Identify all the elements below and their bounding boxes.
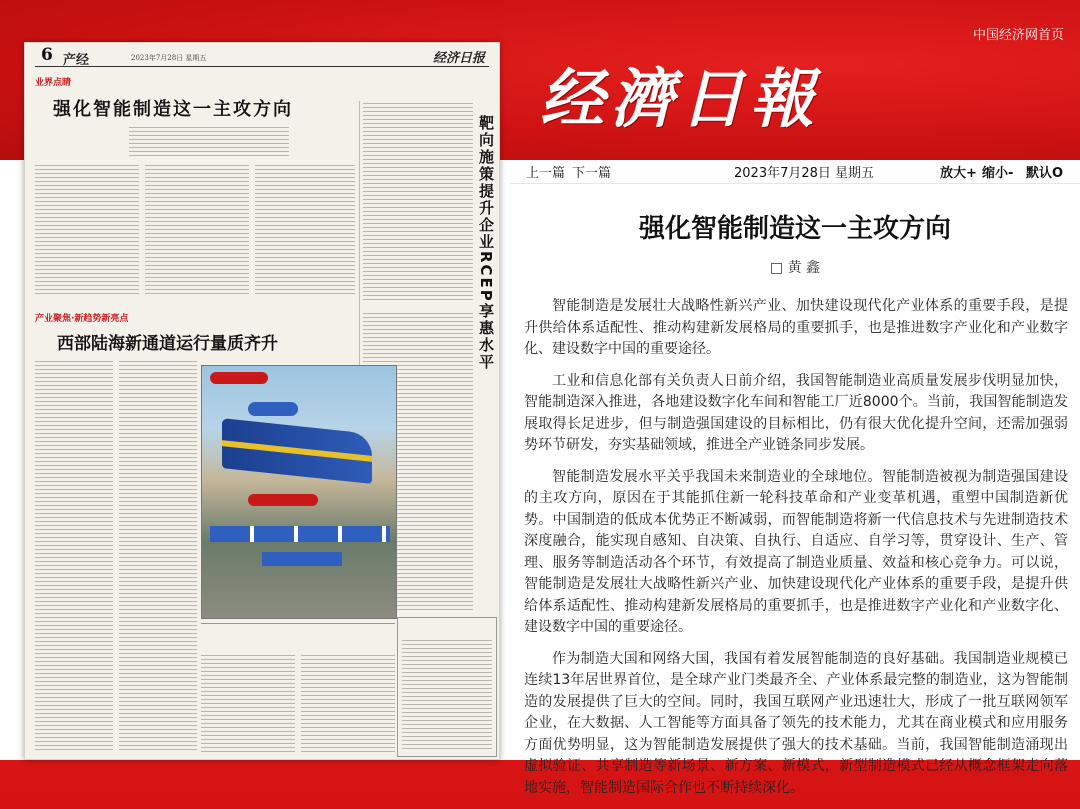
article-column — [119, 361, 197, 753]
newspaper-page-thumbnail[interactable] — [24, 42, 500, 760]
train-photo — [201, 365, 397, 619]
zoom-out-button[interactable]: 缩小- — [982, 166, 1014, 181]
article-toolbar — [510, 160, 1080, 184]
article-paragraph: 工业和信息化部有关负责人日前介绍，我国智能制造业高质量发展步伐明显加快，智能制造深入推进，各地建设数字化车间和智能工厂近8000个。当前，我国智能制造发展取得长足进步，但与制造强国建设的目标相比，仍有很大优化提升空间，还需加强弱势环节研发，夯实基础领域，推进全产业链条同步发展。 — [524, 372, 1068, 453]
article-column — [301, 655, 395, 753]
article-column — [145, 165, 249, 295]
section-tag-top: 业界点睛 — [35, 78, 72, 88]
article-column — [35, 361, 113, 753]
vertical-headline[interactable]: 靶向施策提升企业RCEP享惠水平 — [477, 115, 495, 371]
page-header — [35, 47, 489, 67]
photo-badge — [210, 372, 268, 384]
newspaper-logo: 经濟日報 — [540, 62, 820, 137]
article-paragraph: 智能制造是发展壮大战略性新兴产业、加快建设现代化产业体系的重要手段，是提升供给体系适配性、推动构建新发展格局的重要抓手，也是推进数字产业化和产业数字化、建设数字中国的重要途径。 — [524, 298, 1068, 357]
article-body — [524, 296, 1068, 809]
prev-article-link[interactable]: 上一篇 — [526, 166, 566, 181]
article-paragraph: 作为制造大国和网络大国，我国有着发展智能制造的良好基础。我国制造业规模已连续13年居世界首位，是全球产业门类最齐全、产业体系最完整的制造业，这为智能制造的发展提供了巨大的空间。同时，我国互联网产业迅速壮大，形成了一批互联网领军企业，在大数据、人工智能等方面具备了领先的技术能力，尤其在商业模式和应用服务方面优势明显，这为智能制造发展提供了强大的技术基础。当前，我国智能制造涌现出虚拟验证、共享制造等新场景、新方案、新模式，新型制造模式已经从概念框架走向落地实施，智能制造国际合作也不断持续深化。 — [524, 650, 1068, 796]
notice-box — [397, 617, 497, 757]
article-column — [35, 165, 139, 295]
photo-badge — [248, 494, 318, 506]
photo-badge — [248, 402, 298, 416]
article-title: 强化智能制造这一主攻方向 — [638, 214, 951, 244]
article-paragraph: 智能制造发展水平关乎我国未来制造业的全球地位。智能制造被视为制造强国建设的主攻方向，原因在于其能抓住新一轮科技革命和产业变革机遇，重塑中国制造新优势。中国制造的低成本优势正不断减弱，而智能制造将新一代信息技术与先进制造技术深度融合，能实现自感知、自决策、自执行、自适应、自学习等，贯穿设计、生产、管理、服务等制造活动各个环节，有效提高了制造业质量、效益和核心竞争力。可以说，智能制造是发展壮大战略性新兴产业、加快建设现代化产业体系的重要手段，是提升供给体系适配性、推动构建新发展格局的重要抓手，也是推进数字产业化和产业数字化、建设数字中国的重要途径。 — [524, 468, 1068, 635]
photo-stats-bar — [210, 526, 390, 542]
thumbnail-headline-mid[interactable]: 西部陆海新通道运行量质齐升 — [57, 334, 278, 354]
article-author: □ 黄 鑫 — [769, 260, 821, 276]
page-masthead: 经济日报 — [432, 51, 485, 66]
issue-date: 2023年7月28日 星期五 — [734, 166, 875, 181]
page-date: 2023年7月28日 星期五 — [131, 54, 207, 62]
zoom-default-button[interactable]: 默认O — [1026, 166, 1064, 181]
article-column — [201, 655, 295, 753]
thumbnail-headline-top[interactable]: 强化智能制造这一主攻方向 — [53, 99, 293, 120]
zoom-in-button[interactable]: 放大+ — [940, 166, 977, 181]
photo-stats-bar — [262, 552, 342, 566]
next-article-link[interactable]: 下一篇 — [572, 166, 612, 181]
small-headline-box — [201, 623, 395, 649]
section-tag-mid: 产业聚焦·新趋势新亮点 — [35, 314, 129, 324]
page-number: 6 — [41, 45, 53, 65]
lead-text — [129, 127, 289, 157]
article-column — [255, 165, 355, 295]
page-section: 产经 — [63, 53, 90, 68]
home-link[interactable]: 中国经济网首页 — [972, 28, 1064, 43]
notice-text — [402, 640, 492, 752]
article-panel — [510, 160, 1080, 796]
article-column — [363, 103, 473, 303]
